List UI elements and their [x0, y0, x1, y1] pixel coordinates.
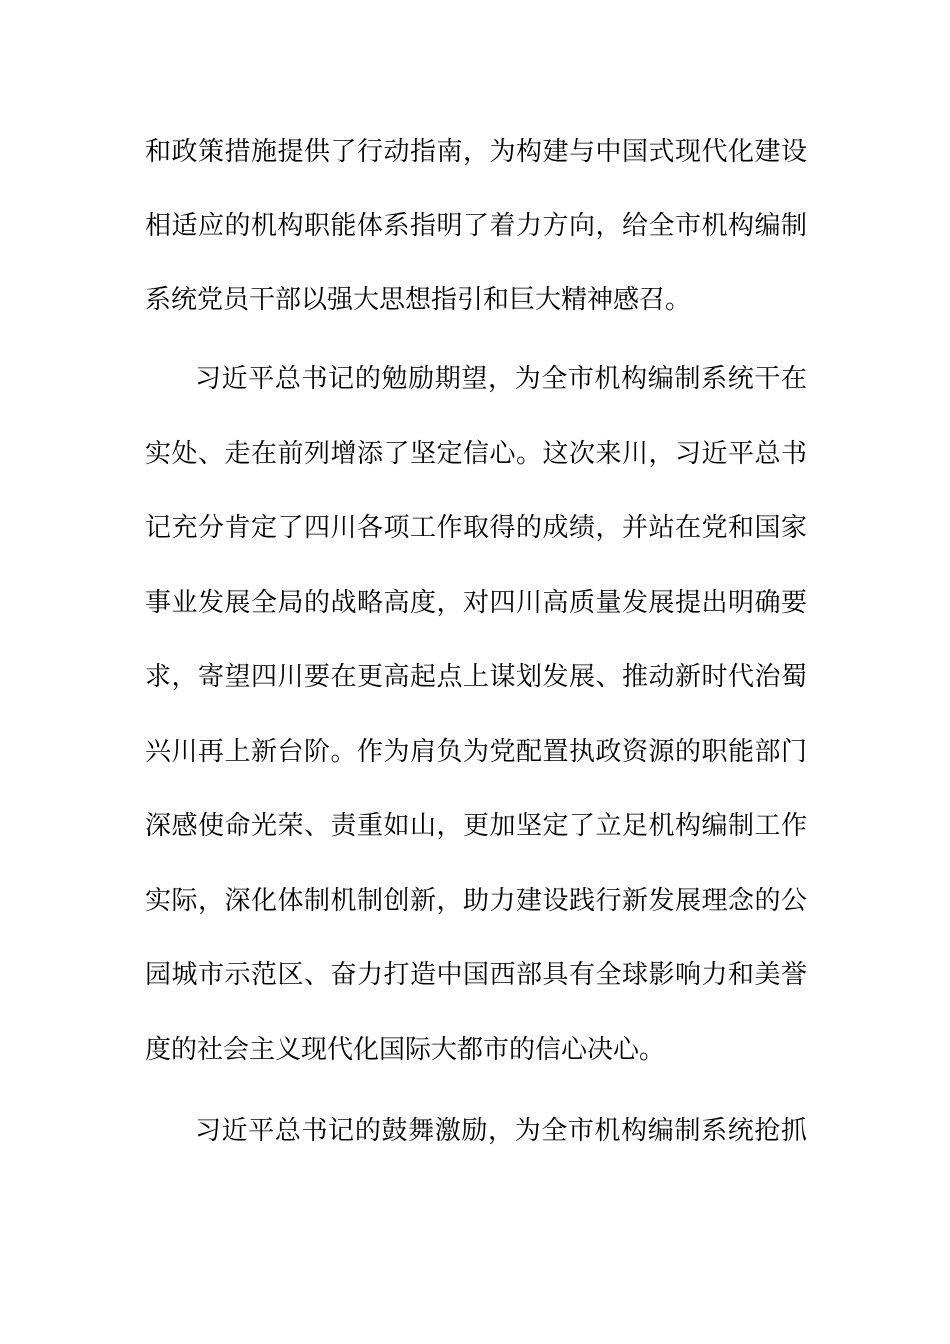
text-line: 习近平总书记的鼓舞激励，为全市机构编制系统抢抓: [195, 1116, 807, 1146]
text-line: 习近平总书记的勉励期望，为全市机构编制系统干在: [195, 364, 807, 394]
text-line: 和政策措施提供了行动指南，为构建与中国式现代化建设: [145, 137, 807, 167]
text-line: 实处、走在前列增添了坚定信心。这次来川，习近平总书: [145, 439, 807, 469]
text-line: 系统党员干部以强大思想指引和巨大精神感召。: [145, 285, 692, 315]
text-line: 园城市示范区、奋力打造中国西部具有全球影响力和美誉: [145, 960, 807, 990]
text-line: 求，寄望四川要在更高起点上谋划发展、推动新时代治蜀: [145, 662, 807, 692]
text-line: 相适应的机构职能体系指明了着力方向，给全市机构编制: [145, 211, 807, 241]
text-line: 度的社会主义现代化国际大都市的信心决心。: [145, 1035, 666, 1065]
text-line: 记充分肯定了四川各项工作取得的成绩，并站在党和国家: [145, 513, 807, 543]
text-line: 实际，深化体制机制创新，助力建设践行新发展理念的公: [145, 886, 807, 916]
text-line: 兴川再上新台阶。作为肩负为党配置执政资源的职能部门: [145, 737, 807, 767]
text-line: 事业发展全局的战略高度，对四川高质量发展提出明确要: [145, 588, 807, 618]
text-line: 深感使命光荣、责重如山，更加坚定了立足机构编制工作: [145, 811, 807, 841]
